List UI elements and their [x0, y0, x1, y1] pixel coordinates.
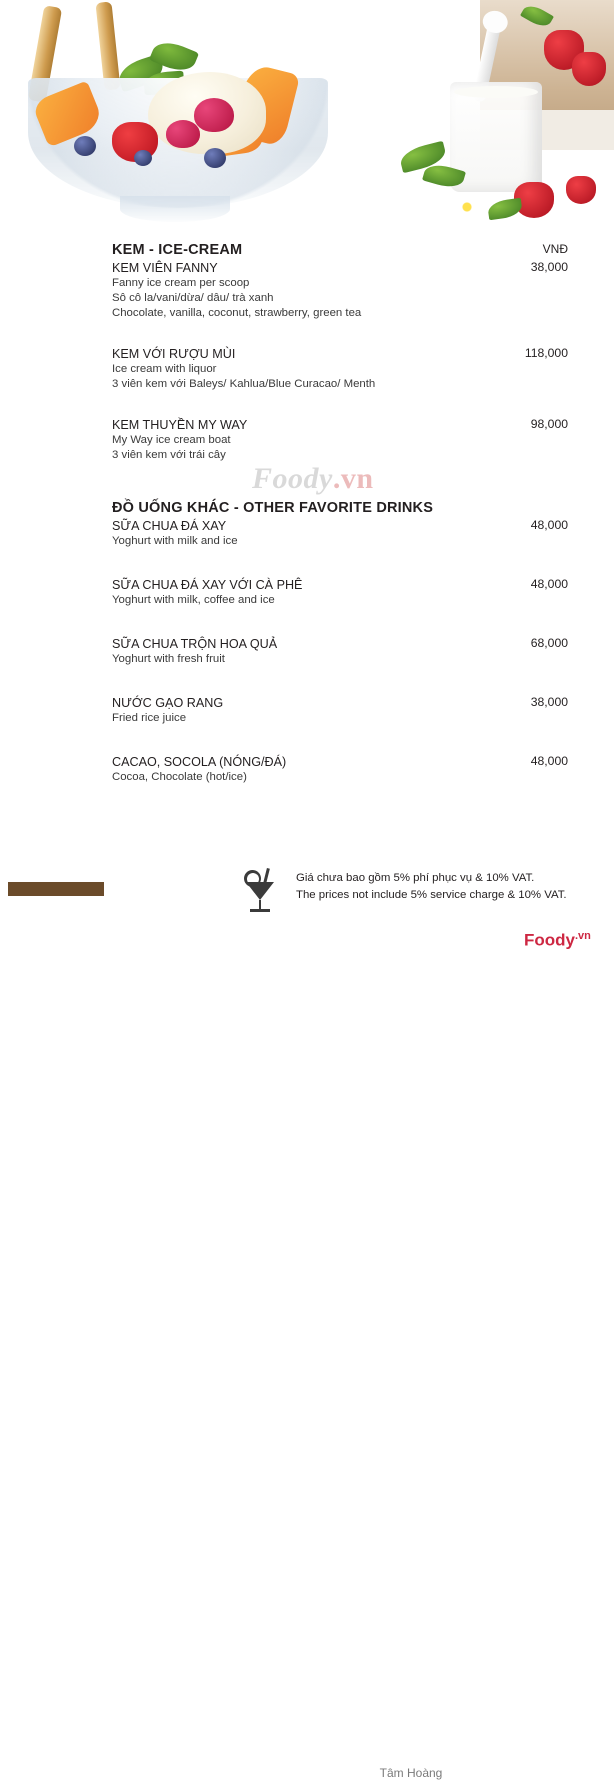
- menu-section-ice-cream: [0, 242, 614, 463]
- item-price: 48,000: [530, 577, 568, 591]
- item-name: CACAO, SOCOLA (NÓNG/ĐÁ): [112, 755, 287, 769]
- raspberry-shape: [194, 98, 234, 132]
- drink-glass-icon: [240, 868, 284, 914]
- watermark-corner-suffix: .vn: [575, 930, 591, 942]
- page-footer: [0, 850, 614, 1780]
- item-description-line: Yoghurt with milk, coffee and ice: [112, 594, 275, 606]
- item-description-line: Cocoa, Chocolate (hot/ice): [112, 771, 247, 783]
- item-description-line: Chocolate, vanilla, coconut, strawberry, green tea: [112, 307, 362, 319]
- item-name: SỮA CHUA TRỘN HOA QUẢ: [112, 637, 278, 651]
- item-description-line: 3 viên kem với trái cây: [112, 449, 226, 461]
- item-name: KEM THUYỀN MY WAY: [112, 418, 248, 432]
- item-name: KEM VỚI RƯỢU MÙI: [112, 347, 236, 361]
- menu-item: [0, 346, 614, 392]
- ice-cream-sundae-photo: [8, 0, 378, 235]
- item-description-line: Ice cream with liquor: [112, 363, 217, 375]
- item-description-line: Fried rice juice: [112, 712, 187, 724]
- spacer: [0, 474, 614, 500]
- yoghurt-glass-photo: [394, 0, 614, 228]
- item-name: SỮA CHUA ĐÁ XAY VỚI CÀ PHÊ: [112, 578, 303, 592]
- item-price: 68,000: [530, 636, 568, 650]
- item-price: 38,000: [530, 260, 568, 274]
- footer-note-vi: Giá chưa bao gồm 5% phí phục vụ & 10% VAT.: [296, 872, 535, 884]
- footer-note: [296, 870, 567, 904]
- menu-item: [0, 636, 614, 667]
- footer-accent-bar: [8, 882, 104, 896]
- raspberry-shape: [166, 120, 200, 148]
- item-name: SỮA CHUA ĐÁ XAY: [112, 519, 227, 533]
- watermark-center-text: Foody: [252, 462, 333, 495]
- blueberry-shape: [134, 150, 152, 166]
- header-photo-band: [0, 0, 614, 235]
- menu-section-other-drinks: [0, 500, 614, 785]
- spacer: [0, 403, 614, 417]
- currency-header: VNĐ: [542, 242, 568, 256]
- menu-item: [0, 754, 614, 785]
- item-description-line: My Way ice cream boat: [112, 434, 231, 446]
- watermark-corner-text: Foody: [524, 930, 575, 950]
- section-title: KEM - ICE-CREAM: [112, 242, 243, 258]
- item-name: NƯỚC GẠO RANG: [112, 696, 224, 710]
- leaf-shape: [487, 198, 523, 221]
- item-price: 98,000: [530, 417, 568, 431]
- menu-item: [0, 417, 614, 463]
- item-price: 48,000: [530, 754, 568, 768]
- menu-item: [0, 260, 614, 321]
- item-price: 48,000: [530, 518, 568, 532]
- spacer: [0, 560, 614, 577]
- item-price: 38,000: [530, 695, 568, 709]
- menu-item: [0, 577, 614, 608]
- blueberry-shape: [74, 136, 96, 156]
- spacer: [0, 332, 614, 346]
- spacer: [0, 619, 614, 636]
- item-name: KEM VIÊN FANNY: [112, 261, 218, 275]
- footer-brand: [356, 1766, 466, 1780]
- blueberry-shape: [204, 148, 226, 168]
- spacer: [0, 737, 614, 754]
- strawberry-shape: [566, 176, 596, 204]
- item-description-line: Yoghurt with milk and ice: [112, 535, 238, 547]
- item-price: 118,000: [524, 346, 568, 360]
- watermark-center-suffix: .vn: [332, 462, 374, 495]
- menu-content: [0, 242, 614, 796]
- cocktail-glass-shape: [246, 882, 274, 900]
- footer-note-en: The prices not include 5% service charge & 10% VAT.: [296, 889, 567, 901]
- section-title: ĐỒ UỐNG KHÁC - OTHER FAVORITE DRINKS: [112, 500, 434, 516]
- glass-base-shape: [250, 909, 270, 912]
- spacer: [0, 678, 614, 695]
- item-description-line: Yoghurt with fresh fruit: [112, 653, 225, 665]
- menu-item: [0, 518, 614, 549]
- item-description-line: 3 viên kem với Baleys/ Kahlua/Blue Curacao/ Menth: [112, 378, 376, 390]
- item-description-line: Sô cô la/vani/dừa/ dâu/ trà xanh: [112, 292, 274, 304]
- strawberry-shape: [572, 52, 606, 86]
- item-description-line: Fanny ice cream per scoop: [112, 277, 250, 289]
- menu-item: [0, 695, 614, 726]
- footer-brand-name: Tâm Hoàng: [379, 1766, 443, 1780]
- flower-shape: [456, 196, 478, 218]
